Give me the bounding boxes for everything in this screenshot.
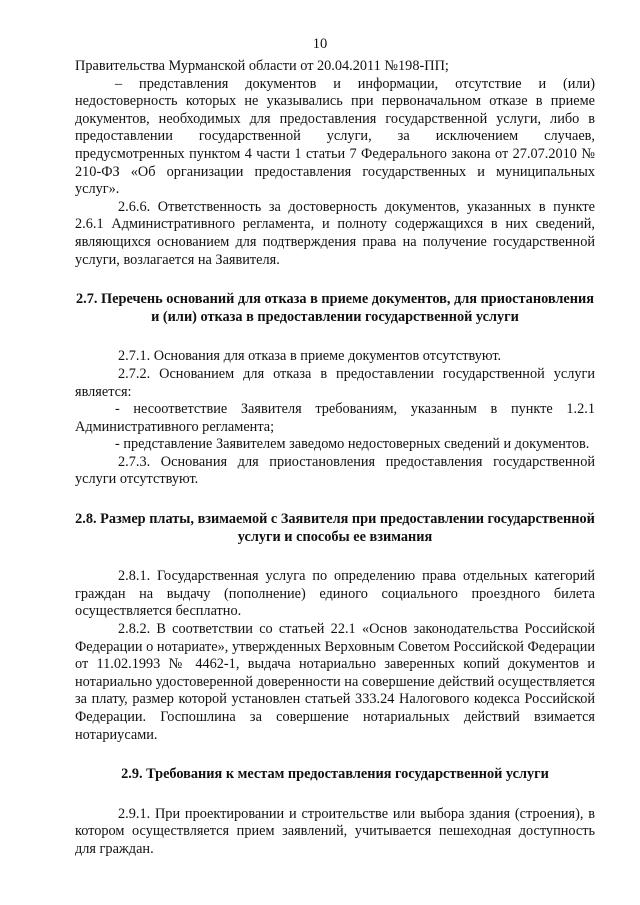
paragraph-2-6-6: 2.6.6. Ответственность за достоверность документов, указанных в пункте 2.6.1 Административного регламента, и полноту содержащихся в них сведений, являющихся основанием для подтверждения права на получение государственной услуги, возлагается на Заявителя. xyxy=(75,198,595,268)
list-item-dash: - представление Заявителем заведомо недостоверных сведений и документов. xyxy=(115,436,590,453)
paragraph-2-9-1: 2.9.1. При проектировании и строительстве или выбора здания (строения), в котором осуществляется прием заявлений, учитывается пешеходная доступность для граждан. xyxy=(75,805,595,857)
paragraph-2-7-1: 2.7.1. Основания для отказа в приеме документов отсутствуют. xyxy=(118,348,502,365)
paragraph-2-8-2: 2.8.2. В соответствии со статьей 22.1 «Основ законодательства Российской Федерации о нотариате», утвержденных Верховным Советом Российской Федерации от 11.02.1993 № 4462-1, выдача нотариально заверенных копий документов и нотариально удостоверенной доверенности на совершение действий осуществляется за плату, размер которой установлен статьей 333.24 Налогового кодекса Российской Федерации. Госпошлина за совершение нотариальных действий взимается нотариусами. xyxy=(75,621,595,743)
paragraph-2-8-1: 2.8.1. Государственная услуга по определению права отдельных категорий граждан на выдачу (пополнение) единого социального проездного билета осуществляется бесплатно. xyxy=(75,568,595,620)
document-body xyxy=(75,58,595,859)
page-number: 10 xyxy=(312,36,328,52)
paragraph-2-7-2: 2.7.2. Основанием для отказа в предоставлении государственной услуги является: xyxy=(75,365,595,400)
section-heading-2-7: 2.7. Перечень оснований для отказа в приеме документов, для приостановления и (или) отказа в предоставлении государственной услуги xyxy=(76,291,594,325)
paragraph-continuation: Правительства Мурманской области от 20.04.2011 №198-ПП; xyxy=(75,58,449,74)
section-heading-2-9: 2.9. Требования к местам предоставления государственной услуги xyxy=(121,766,549,783)
list-item-dash: – представления документов и информации, отсутствие и (или) недостоверность которых не указывались при первоначальном отказе в приеме документов, необходимых для предоставления государственной услуги, либо в предоставлении государственной услуги, за исключением случаев, предусмотренных пунктом 4 части 1 статьи 7 Федерального закона от 27.07.2010 № 210-ФЗ «Об организации предоставления государственных и муниципальных услуг». xyxy=(75,75,595,198)
list-item-dash: - несоответствие Заявителя требованиям, указанным в пункте 1.2.1 Административного регламента; xyxy=(75,401,595,435)
section-heading-2-8: 2.8. Размер платы, взимаемой с Заявителя при предоставлении государственной услуги и способы ее взимания xyxy=(75,511,595,545)
paragraph-2-7-3: 2.7.3. Основания для приостановления предоставления государственной услуги отсутствуют. xyxy=(75,453,595,488)
